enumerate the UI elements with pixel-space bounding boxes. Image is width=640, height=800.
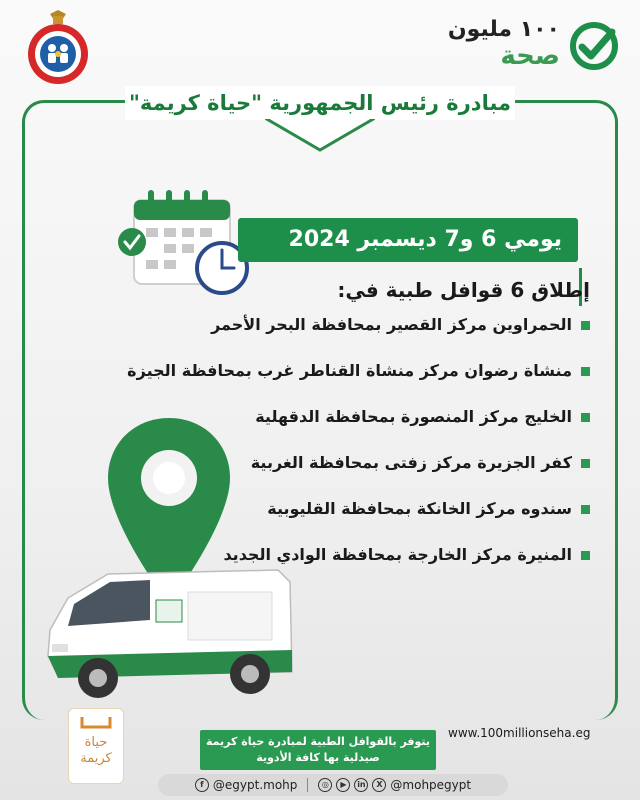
list-item: الحمراوين مركز القصير بمحافظة البحر الأحمر [190,312,590,358]
info-line1: يتوفر بالقوافل الطبية لمبادرة حياة كريمة [205,735,431,748]
brand-line1: ١٠٠ مليون [447,17,560,42]
list-item: المنيرة مركز الخارجة بمحافظة الوادي الجديد [190,542,590,588]
facebook-icon[interactable]: f [195,778,209,792]
info-line2: صيدلية بها كافة الأدوية [256,751,380,764]
hayah-karima-logo [68,708,124,784]
facebook-handle[interactable]: @egypt.mohp [212,778,298,792]
social-bar [158,774,508,796]
bullet-icon [581,459,590,468]
bullet-icon [581,413,590,422]
moh-logo-icon [22,10,94,88]
title-notch [265,118,375,154]
location-list [127,312,590,588]
brand-logo [447,17,620,76]
ambulance-van-icon [38,560,298,710]
list-item: كفر الجزيرة مركز زفتى بمحافظة الغربية [190,450,590,496]
brand-line2: صحة [500,41,560,71]
social-handle[interactable]: @mohpegypt [390,778,472,792]
hayah-logo-icon [78,715,114,731]
subtitle: إطلاق 6 قوافل طبية في: [337,278,590,302]
page-title: مبادرة رئيس الجمهورية "حياة كريمة" [125,86,515,120]
pharmacy-info-box [200,730,436,770]
list-item: سندوه مركز الخانكة بمحافظة القليوبية [190,496,590,542]
youtube-icon[interactable]: ▶ [336,778,350,792]
hayah-logo-text: حياة كريمة [80,735,112,766]
bullet-icon [581,505,590,514]
divider [307,778,308,792]
bullet-icon [581,551,590,560]
website-link[interactable]: www.100millionseha.eg [448,726,591,740]
bullet-icon [581,367,590,376]
x-icon[interactable]: X [372,778,386,792]
instagram-icon[interactable]: ◎ [318,778,332,792]
list-item: الخليج مركز المنصورة بمحافظة الدقهلية [190,404,590,450]
linkedin-icon[interactable]: in [354,778,368,792]
list-item: منشاة رضوان مركز منشاة القناطر غرب بمحافظة الجيزة [190,358,590,404]
check-brand-icon [568,20,620,72]
bullet-icon [581,321,590,330]
brand-text [448,18,560,70]
date-banner: يومي 6 و7 ديسمبر 2024 [238,218,578,262]
